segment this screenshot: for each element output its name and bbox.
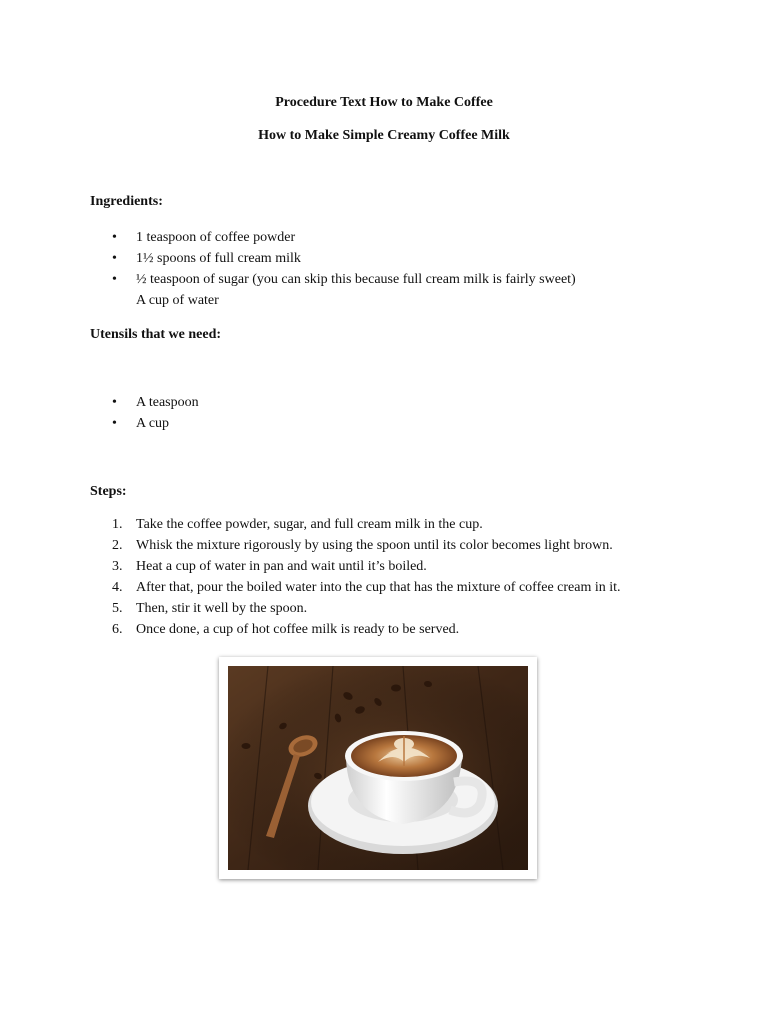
list-item [90, 514, 621, 535]
ingredient-text: 1½ spoons of full cream milk [136, 251, 301, 266]
utensils-list [90, 392, 199, 434]
step-number: 5. [112, 601, 123, 616]
list-item [90, 598, 621, 619]
list-item [90, 577, 621, 598]
list-item [90, 392, 199, 413]
step-number: 2. [112, 538, 123, 553]
list-item [90, 248, 576, 269]
ingredient-continuation: A cup of water [136, 293, 219, 308]
step-number: 4. [112, 580, 123, 595]
bullet-marker: • [112, 272, 117, 287]
step-text: Once done, a cup of hot coffee milk is ready to be served. [136, 622, 460, 637]
step-text: Take the coffee powder, sugar, and full cream milk in the cup. [136, 517, 483, 532]
step-number: 6. [112, 622, 123, 637]
ingredients-heading: Ingredients: [90, 194, 163, 209]
utensil-text: A cup [136, 416, 170, 431]
step-number: 3. [112, 559, 123, 574]
ingredient-text: 1 teaspoon of coffee powder [136, 230, 296, 245]
bullet-marker: • [112, 251, 117, 266]
step-text: Heat a cup of water in pan and wait until it’s boiled. [136, 559, 427, 574]
list-item [90, 227, 576, 248]
bullet-marker: • [112, 230, 117, 245]
coffee-photo [219, 657, 537, 879]
bullet-marker: • [112, 395, 117, 410]
list-item [90, 556, 621, 577]
document-title: Procedure Text How to Make Coffee [275, 95, 493, 110]
step-text: Then, stir it well by the spoon. [136, 601, 308, 616]
bullet-marker: • [112, 416, 117, 431]
step-text: After that, pour the boiled water into the cup that has the mixture of coffee cream in it. [136, 580, 621, 595]
list-item [90, 619, 621, 640]
utensils-heading: Utensils that we need: [90, 327, 222, 342]
utensil-text: A teaspoon [136, 395, 199, 410]
ingredient-text: ½ teaspoon of sugar (you can skip this because full cream milk is fairly sweet) [136, 272, 576, 287]
step-number: 1. [112, 517, 123, 532]
list-item [90, 269, 576, 290]
latte-cup-illustration [228, 666, 528, 870]
steps-heading: Steps: [90, 484, 127, 499]
steps-list [90, 514, 621, 640]
step-text: Whisk the mixture rigorously by using the spoon until its color becomes light brown. [136, 538, 613, 553]
document-subtitle: How to Make Simple Creamy Coffee Milk [258, 128, 510, 143]
ingredients-list [90, 227, 576, 290]
list-item [90, 535, 621, 556]
list-item [90, 413, 199, 434]
